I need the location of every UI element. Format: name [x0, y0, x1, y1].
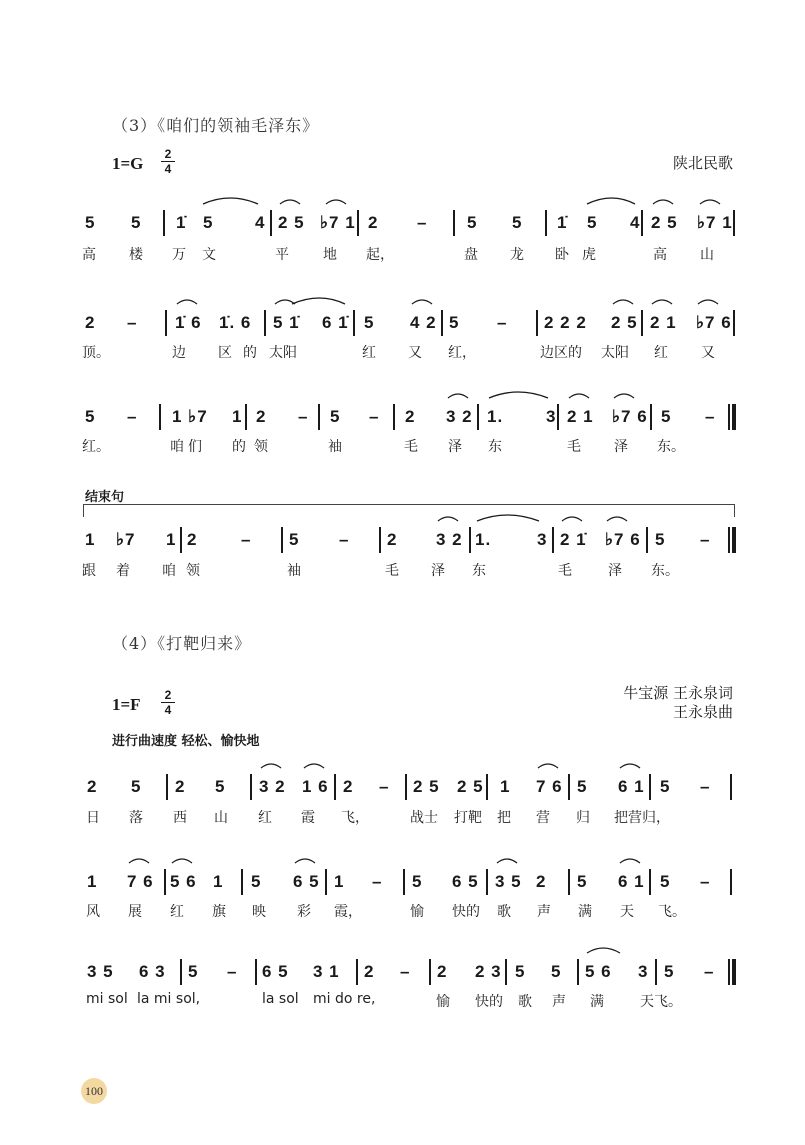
note: 5 — [131, 213, 142, 232]
lyric: 映 — [252, 904, 266, 920]
note: 5 — [449, 313, 460, 332]
note: ♭7 6 — [605, 530, 641, 549]
note: 2 — [85, 313, 96, 332]
lyric: 飞， — [341, 810, 369, 826]
lyric: 边 — [172, 345, 186, 361]
note: 3 — [537, 530, 548, 549]
lyric: 天 — [620, 904, 634, 920]
note: 5 — [85, 213, 96, 232]
lyric: 把 — [497, 810, 511, 826]
slur — [448, 394, 468, 398]
lyric: 东。 — [651, 563, 679, 579]
note: 6 1 — [618, 777, 645, 796]
lyric: 顶。 — [82, 345, 110, 361]
note: 3 2 — [436, 530, 463, 549]
lyric: 快的 — [452, 904, 480, 920]
note: 2 5 — [611, 313, 638, 332]
note: 1̇ — [557, 213, 568, 232]
lyric: 卧 — [555, 247, 569, 263]
lyric: 展 — [128, 904, 142, 920]
note: – — [339, 530, 350, 549]
slur — [614, 394, 634, 398]
lyric: 愉 — [436, 994, 450, 1010]
lyric: 毛 — [385, 563, 399, 579]
lyric: 虎 — [582, 247, 596, 263]
note: 5 6 — [170, 872, 197, 891]
note: – — [298, 407, 309, 426]
note: 2 5 — [413, 777, 440, 796]
lyric: 高 — [82, 247, 96, 263]
note: 4 — [630, 213, 641, 232]
note: – — [417, 213, 428, 232]
lyric: 日 — [86, 810, 100, 826]
note: 2 — [387, 530, 398, 549]
note: 1 — [500, 777, 511, 796]
lyric: 泽 — [614, 439, 628, 455]
note: 1 — [85, 530, 96, 549]
note: 2 1 — [567, 407, 594, 426]
note: – — [127, 407, 138, 426]
lyric: 边区的 — [540, 345, 582, 361]
note: 2 — [256, 407, 267, 426]
note: 5 — [467, 213, 478, 232]
lyric: 毛 — [567, 439, 581, 455]
lyric: 战士 — [410, 810, 438, 826]
lyric: 万 — [172, 247, 186, 263]
lyric: 霞， — [334, 904, 362, 920]
lyric: 楼 — [129, 247, 143, 263]
lyric: 盘 — [464, 247, 478, 263]
lyric: 把营归， — [614, 810, 670, 826]
note: – — [372, 872, 383, 891]
note: 1. — [475, 530, 492, 549]
note: 5 — [587, 213, 598, 232]
lyric: 们 — [188, 439, 202, 455]
lyric: mi sol — [86, 991, 128, 1007]
lyric: 打靶 — [454, 810, 482, 826]
page-number: 100 — [81, 1078, 107, 1104]
lyric: 落 — [129, 810, 143, 826]
note: – — [127, 313, 138, 332]
note: – — [497, 313, 508, 332]
note: 1̇. 6 — [219, 313, 252, 332]
note: 1 — [334, 872, 345, 891]
song-4-time-signature: $\frac{2}{4}$ — [161, 689, 175, 716]
note: 2 5 — [457, 777, 484, 796]
note: ♭7 1 — [320, 213, 356, 232]
lyric: 歌 — [497, 904, 511, 920]
note: – — [379, 777, 390, 796]
lyric: 愉 — [410, 904, 424, 920]
note: – — [227, 962, 238, 981]
note: 6 3 — [139, 962, 166, 981]
note: 2 — [175, 777, 186, 796]
note: 2 1 — [650, 313, 677, 332]
note: 4 2 — [410, 313, 437, 332]
song-3-title: （3）《咱们的领袖毛泽东》 — [112, 116, 320, 135]
note: 5 — [512, 213, 523, 232]
note: – — [700, 777, 711, 796]
lyric: 的 — [232, 439, 246, 455]
note: 5 — [364, 313, 375, 332]
note: 5 — [661, 407, 672, 426]
lyric: 快的 — [475, 994, 503, 1010]
note: 6 5 — [293, 872, 320, 891]
lyric: 泽 — [431, 563, 445, 579]
lyric: la sol — [262, 991, 299, 1007]
slur — [569, 394, 589, 398]
note: 2 3 — [475, 962, 502, 981]
lyric: 山 — [214, 810, 228, 826]
lyric: 旗 — [212, 904, 226, 920]
note: 2 — [343, 777, 354, 796]
slur — [177, 300, 197, 304]
slur — [172, 859, 192, 863]
lyric: 红 — [258, 810, 272, 826]
note: 6 1̇ — [322, 313, 349, 332]
slur — [412, 300, 432, 304]
lyric: 红， — [448, 345, 476, 361]
lyric: 满 — [578, 904, 592, 920]
note: 5 — [251, 872, 262, 891]
note: 3 1 — [313, 962, 340, 981]
note: 5 — [577, 872, 588, 891]
slur — [304, 764, 324, 768]
lyric: 声 — [552, 994, 566, 1010]
note: 6 5 — [262, 962, 289, 981]
slur — [477, 515, 539, 521]
note: 1 — [166, 530, 177, 549]
slur — [129, 859, 149, 863]
slur — [292, 298, 345, 304]
note: 5 — [203, 213, 214, 232]
note: 5 — [660, 777, 671, 796]
song-3-time-signature: $\frac{2}{4}$ — [161, 148, 175, 175]
slur — [700, 200, 720, 204]
slur — [261, 764, 281, 768]
lyric: 地 — [323, 247, 337, 263]
note: ♭7 — [116, 530, 136, 549]
lyric: la mi sol, — [137, 991, 201, 1007]
note: 6 1 — [618, 872, 645, 891]
song-4-title: （4）《打靶归来》 — [112, 634, 252, 653]
note: 5 — [215, 777, 226, 796]
note: 2 — [405, 407, 416, 426]
lyric: 的 — [243, 345, 257, 361]
lyric: 声 — [537, 904, 551, 920]
lyric: 东。 — [657, 439, 685, 455]
note: ♭7 6 — [696, 313, 732, 332]
note: 5 1̇ — [273, 313, 300, 332]
note: 4 — [255, 213, 266, 232]
lyric: 彩 — [297, 904, 311, 920]
lyric: 咱 — [162, 563, 176, 579]
slur — [587, 198, 635, 204]
slur — [698, 300, 718, 304]
note: 6 5 — [452, 872, 479, 891]
note: 1. — [487, 407, 504, 426]
note: – — [705, 407, 716, 426]
slur — [652, 300, 672, 304]
note: 5 — [85, 407, 96, 426]
lyric: 着 — [116, 563, 130, 579]
slur — [497, 859, 517, 863]
note: 5 — [131, 777, 142, 796]
lyric: 满 — [590, 994, 604, 1010]
lyric: 高 — [653, 247, 667, 263]
lyric: 泽 — [608, 563, 622, 579]
note: ♭7 6 — [612, 407, 648, 426]
lyric: 飞。 — [658, 904, 686, 920]
lyric: 西 — [173, 810, 187, 826]
note: 3 2 — [446, 407, 473, 426]
lyric: 太阳 — [601, 345, 629, 361]
note: 7 6 — [536, 777, 563, 796]
slur — [562, 517, 582, 521]
note: 2 — [364, 962, 375, 981]
lyric: 营 — [536, 810, 550, 826]
note: 2 1̇ — [560, 530, 587, 549]
note: 1̇ 6 — [175, 313, 202, 332]
lyric: 泽 — [448, 439, 462, 455]
lyric: 歌 — [518, 994, 532, 1010]
note: 2 — [368, 213, 379, 232]
slur — [538, 764, 558, 768]
slur — [489, 392, 548, 398]
slur — [438, 517, 458, 521]
note: 5 — [551, 962, 562, 981]
lyric: 红 — [654, 345, 668, 361]
slur — [295, 859, 315, 863]
note: 2 — [536, 872, 547, 891]
note: 1 6 — [302, 777, 329, 796]
lyric: 又 — [701, 345, 715, 361]
slur — [203, 198, 258, 204]
note: 2 — [437, 962, 448, 981]
lyric: 红。 — [82, 439, 110, 455]
note: 3 5 — [87, 962, 114, 981]
song-4-key: 1=F — [112, 695, 141, 714]
lyric: 毛 — [404, 439, 418, 455]
slur — [653, 200, 673, 204]
slur — [326, 200, 346, 204]
lyric: 领 — [254, 439, 268, 455]
lyric: 东 — [472, 563, 486, 579]
lyric: 霞 — [301, 810, 315, 826]
note: 1 ♭7 — [172, 407, 208, 426]
ending-label: 结束句 — [85, 490, 125, 505]
lyric: 袖 — [287, 563, 301, 579]
note: 5 — [289, 530, 300, 549]
lyric: 区 — [218, 345, 232, 361]
note: – — [700, 872, 711, 891]
slur — [607, 517, 627, 521]
note: 1 — [213, 872, 224, 891]
song-3-origin: 陕北民歌 — [672, 154, 733, 172]
note: – — [369, 407, 380, 426]
lyric: mi do re, — [313, 991, 376, 1007]
note: 5 — [330, 407, 341, 426]
song-3-key: 1=G — [112, 154, 144, 173]
lyric: 天飞。 — [640, 994, 682, 1010]
note: 2 5 — [278, 213, 305, 232]
slur — [620, 764, 640, 768]
note: – — [704, 962, 715, 981]
note: 2 5 — [651, 213, 678, 232]
note: ♭7 1 — [697, 213, 733, 232]
note: 1 — [87, 872, 98, 891]
note: 5 6 — [585, 962, 612, 981]
note: 2 2 2 — [544, 313, 587, 332]
lyric: 跟 — [82, 563, 96, 579]
lyric: 红 — [170, 904, 184, 920]
note: 5 — [188, 962, 199, 981]
slur — [620, 859, 640, 863]
lyric: 龙 — [510, 247, 524, 263]
lyric: 平 — [275, 247, 289, 263]
note: 5 — [664, 962, 675, 981]
lyric: 领 — [186, 563, 200, 579]
note: 2 — [87, 777, 98, 796]
note: 3 — [546, 407, 557, 426]
note: – — [400, 962, 411, 981]
lyric: 文 — [202, 247, 216, 263]
note: 3 5 — [495, 872, 522, 891]
song-4-composer: 王永泉曲 — [672, 703, 733, 721]
note: – — [700, 530, 711, 549]
note: – — [241, 530, 252, 549]
slur — [280, 200, 300, 204]
note: 3 — [638, 962, 649, 981]
lyric: 东 — [488, 439, 502, 455]
lyric: 咱 — [170, 439, 184, 455]
lyric: 风 — [86, 904, 100, 920]
slur — [613, 300, 633, 304]
lyric: 起， — [366, 247, 394, 263]
note: 5 — [577, 777, 588, 796]
note: 5 — [660, 872, 671, 891]
lyric: 毛 — [558, 563, 572, 579]
note: 5 — [412, 872, 423, 891]
note: 7 6 — [127, 872, 154, 891]
lyric: 袖 — [328, 439, 342, 455]
lyric: 又 — [408, 345, 422, 361]
note: 5 — [655, 530, 666, 549]
note: 2 — [187, 530, 198, 549]
lyric: 归 — [576, 810, 590, 826]
slur — [587, 948, 620, 953]
lyric: 山 — [700, 247, 714, 263]
note: 5 — [515, 962, 526, 981]
lyric: 太阳 — [269, 345, 297, 361]
song-4-lyricist: 牛宝源 王永泉词 — [623, 684, 733, 702]
note: 3 2 — [259, 777, 286, 796]
song-4-tempo: 进行曲速度 轻松、愉快地 — [112, 734, 260, 749]
lyric: 红 — [362, 345, 376, 361]
note: 1 — [232, 407, 243, 426]
note: 1̇ — [176, 213, 187, 232]
